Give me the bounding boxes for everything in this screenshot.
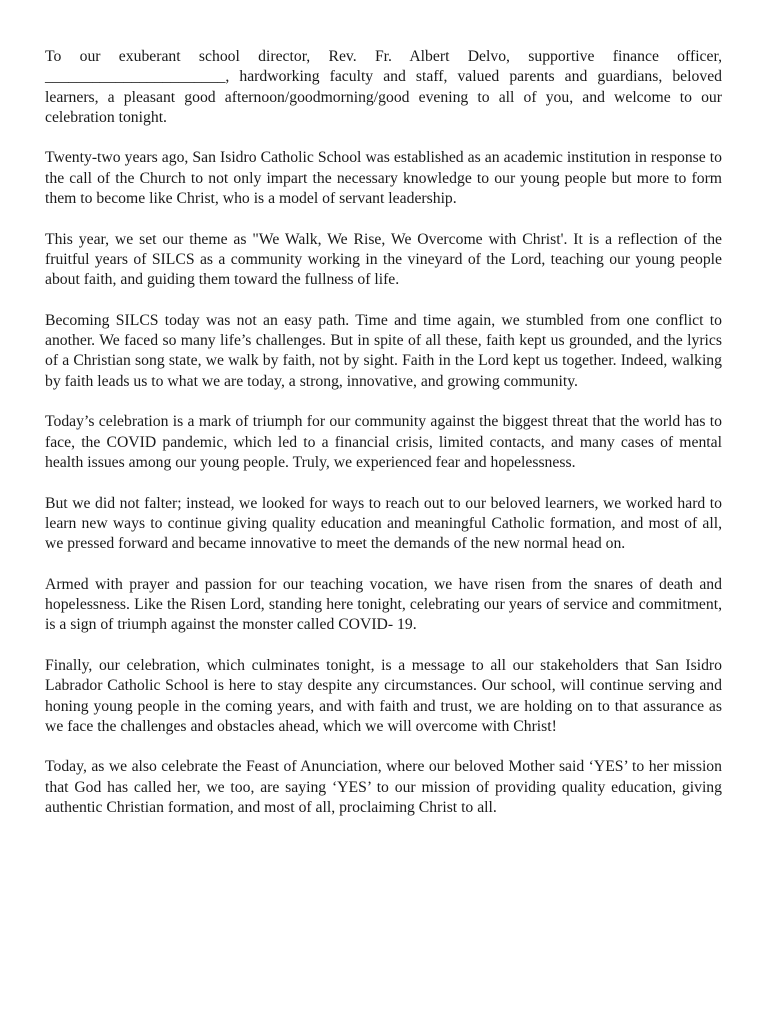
paragraph-triumph: Armed with prayer and passion for our teaching vocation, we have risen from the snares of death and hopelessness. Like the Risen Lord, standing here tonight, celebrating our years of service and commitment, is a sign of triumph against the monster called COVID- 19. <box>45 575 722 634</box>
paragraph-innovation: But we did not falter; instead, we looked for ways to reach out to our beloved learners, we worked hard to learn new ways to continue giving quality education and meaningful Catholic formation, and most of all, we pressed forward and became innovative to meet the demands of the new normal head on. <box>45 494 722 553</box>
paragraph-history: Twenty-two years ago, San Isidro Catholic School was established as an academic institution in response to the call of the Church to not only impart the necessary knowledge to our young people but more to form them to become like Christ, who is a model of servant leadership. <box>45 149 722 208</box>
document-page <box>45 0 722 1024</box>
paragraph-theme: This year, we set our theme as "We Walk, We Rise, We Overcome with Christ'. It is a reflection of the fruitful years of SILCS as a community working in the vineyard of the Lord, teaching our young people about faith, and guiding them toward the fullness of life. <box>45 230 722 289</box>
paragraph-challenges: Becoming SILCS today was not an easy path. Time and time again, we stumbled from one conflict to another. We faced so many life’s challenges. But in spite of all these, faith kept us grounded, and the lyrics of a Christian song state, we walk by faith, not by sight. Faith in the Lord kept us together. Indeed, walking by faith leads us to what we are today, a strong, innovative, and growing community. <box>45 311 722 390</box>
paragraph-message: Finally, our celebration, which culminates tonight, is a message to all our stakeholders that San Isidro Labrador Catholic School is here to stay despite any circumstances. Our school, will continue serving and honing young people in the coming years, and with faith and trust, we are holding on to that assurance as we face the challenges and obstacles ahead, which we will overcome with Christ! <box>45 656 722 735</box>
paragraph-pandemic: Today’s celebration is a mark of triumph for our community against the biggest threat that the world has to face, the COVID pandemic, which led to a financial crisis, limited contacts, and many cases of mental health issues among our young people. Truly, we experienced fear and hopelessness. <box>45 413 722 471</box>
paragraph-greeting: To our exuberant school director, Rev. Fr. Albert Delvo, supportive finance officer, _______________________, hardworking faculty and staff, valued parents and guardians, beloved learners, a pleasant good afternoon/goodmorning/good evening to all of you, and welcome to our celebration tonight. <box>45 48 722 126</box>
paragraph-annunciation: Today, as we also celebrate the Feast of Anunciation, where our beloved Mother said ‘YES’ to her mission that God has called her, we too, are saying ‘YES’ to our mission of providing quality education, giving authentic Christian formation, and most of all, proclaiming Christ to all. <box>45 758 722 816</box>
